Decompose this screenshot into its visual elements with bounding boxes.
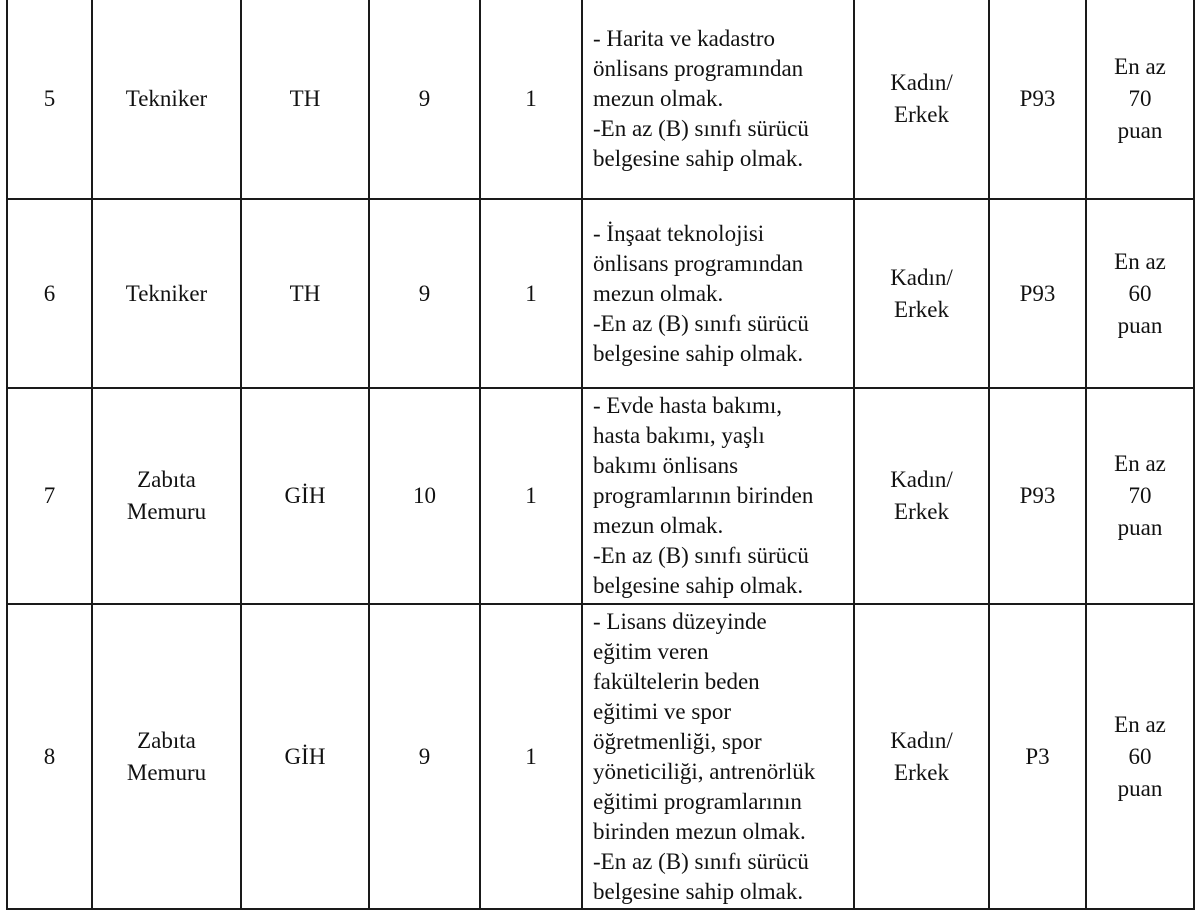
count-cell: 1 — [480, 0, 582, 199]
degree-cell: 9 — [369, 199, 480, 388]
score-type-cell: P3 — [989, 604, 1086, 909]
degree-cell: 9 — [369, 604, 480, 909]
gender-line: Erkek — [894, 759, 949, 785]
requirement-line: mezun olmak. — [593, 280, 724, 306]
min-score-line: 60 — [1128, 280, 1152, 306]
position-requirements-table — [6, 0, 1195, 910]
min-score-line: En az — [1114, 451, 1166, 476]
table-row — [7, 388, 1194, 604]
requirement-line: -En az (B) sınıfı sürücü — [593, 310, 809, 336]
table-row — [7, 0, 1194, 199]
min-score-line: En az — [1114, 248, 1166, 274]
requirement-line: belgesine sahip olmak. — [593, 573, 804, 598]
min-score-cell — [1086, 604, 1194, 909]
position-title-line: Memuru — [126, 499, 207, 524]
requirement-line: mezun olmak. — [593, 86, 724, 111]
requirement-line: yöneticiliği, antrenörlük — [593, 758, 816, 784]
position-title-line: Tekniker — [125, 86, 208, 111]
requirement-line: - Lisans düzeyinde — [593, 608, 767, 634]
class-cell: TH — [241, 199, 369, 388]
row-number-cell: 5 — [7, 0, 92, 199]
min-score-line: 70 — [1128, 86, 1152, 111]
requirement-line: - Harita ve kadastro — [593, 26, 776, 51]
requirement-line: mezun olmak. — [593, 513, 724, 538]
position-title-line: Zabıta — [137, 467, 196, 492]
row-number-cell: 6 — [7, 199, 92, 388]
min-score-cell — [1086, 199, 1194, 388]
requirement-line: hasta bakımı, yaşlı — [593, 423, 765, 448]
row-number-cell: 7 — [7, 388, 92, 604]
requirement-line: önlisans programından — [593, 250, 804, 276]
class-cell: GİH — [241, 388, 369, 604]
requirements-cell — [582, 0, 854, 199]
position-title-cell — [92, 199, 241, 388]
degree-cell: 10 — [369, 388, 480, 604]
requirements-cell — [582, 388, 854, 604]
requirement-line: eğitim veren — [593, 638, 709, 664]
requirement-line: fakültelerin beden — [593, 668, 760, 694]
position-title-line: Zabıta — [137, 727, 196, 753]
requirement-line: eğitimi ve spor — [593, 698, 731, 724]
gender-line: Kadın/ — [890, 467, 953, 492]
table-row — [7, 199, 1194, 388]
class-cell: GİH — [241, 604, 369, 909]
table-row — [7, 604, 1194, 909]
position-title-line: Tekniker — [125, 280, 208, 306]
requirement-line: -En az (B) sınıfı sürücü — [593, 543, 809, 568]
requirement-line: belgesine sahip olmak. — [593, 878, 804, 904]
min-score-line: puan — [1117, 312, 1163, 338]
requirement-line: -En az (B) sınıfı sürücü — [593, 848, 809, 874]
requirement-line: - Evde hasta bakımı, — [593, 393, 783, 418]
gender-line: Erkek — [894, 102, 949, 127]
gender-cell — [854, 0, 989, 199]
gender-cell — [854, 388, 989, 604]
count-cell: 1 — [480, 199, 582, 388]
requirement-line: öğretmenliği, spor — [593, 728, 762, 754]
count-cell: 1 — [480, 604, 582, 909]
gender-line: Erkek — [894, 296, 949, 322]
min-score-line: puan — [1117, 775, 1163, 801]
gender-cell — [854, 199, 989, 388]
requirement-line: eğitimi programlarının — [593, 788, 802, 814]
requirement-line: birinden mezun olmak. — [593, 818, 806, 844]
table-body — [7, 0, 1194, 909]
gender-line: Kadın/ — [890, 70, 953, 95]
count-cell: 1 — [480, 388, 582, 604]
gender-line: Kadın/ — [890, 264, 953, 290]
min-score-line: 60 — [1128, 743, 1152, 769]
requirement-line: - İnşaat teknolojisi — [593, 220, 765, 246]
score-type-cell: P93 — [989, 0, 1086, 199]
position-title-cell — [92, 0, 241, 199]
gender-line: Kadın/ — [890, 727, 953, 753]
min-score-cell — [1086, 0, 1194, 199]
degree-cell: 9 — [369, 0, 480, 199]
min-score-line: En az — [1114, 711, 1166, 737]
requirements-cell — [582, 199, 854, 388]
position-title-cell — [92, 604, 241, 909]
min-score-line: En az — [1114, 54, 1166, 79]
requirement-line: bakımı önlisans — [593, 453, 739, 478]
requirement-line: -En az (B) sınıfı sürücü — [593, 116, 809, 141]
position-title-cell — [92, 388, 241, 604]
position-title-line: Memuru — [126, 759, 207, 785]
class-cell: TH — [241, 0, 369, 199]
requirements-cell — [582, 604, 854, 909]
score-type-cell: P93 — [989, 199, 1086, 388]
min-score-line: puan — [1117, 118, 1163, 143]
score-type-cell: P93 — [989, 388, 1086, 604]
min-score-line: puan — [1117, 515, 1163, 540]
gender-line: Erkek — [894, 499, 949, 524]
gender-cell — [854, 604, 989, 909]
min-score-cell — [1086, 388, 1194, 604]
requirement-line: belgesine sahip olmak. — [593, 340, 804, 366]
requirement-line: programlarının birinden — [593, 483, 814, 508]
requirement-line: önlisans programından — [593, 56, 804, 81]
row-number-cell: 8 — [7, 604, 92, 909]
requirement-line: belgesine sahip olmak. — [593, 146, 804, 171]
min-score-line: 70 — [1128, 483, 1152, 508]
